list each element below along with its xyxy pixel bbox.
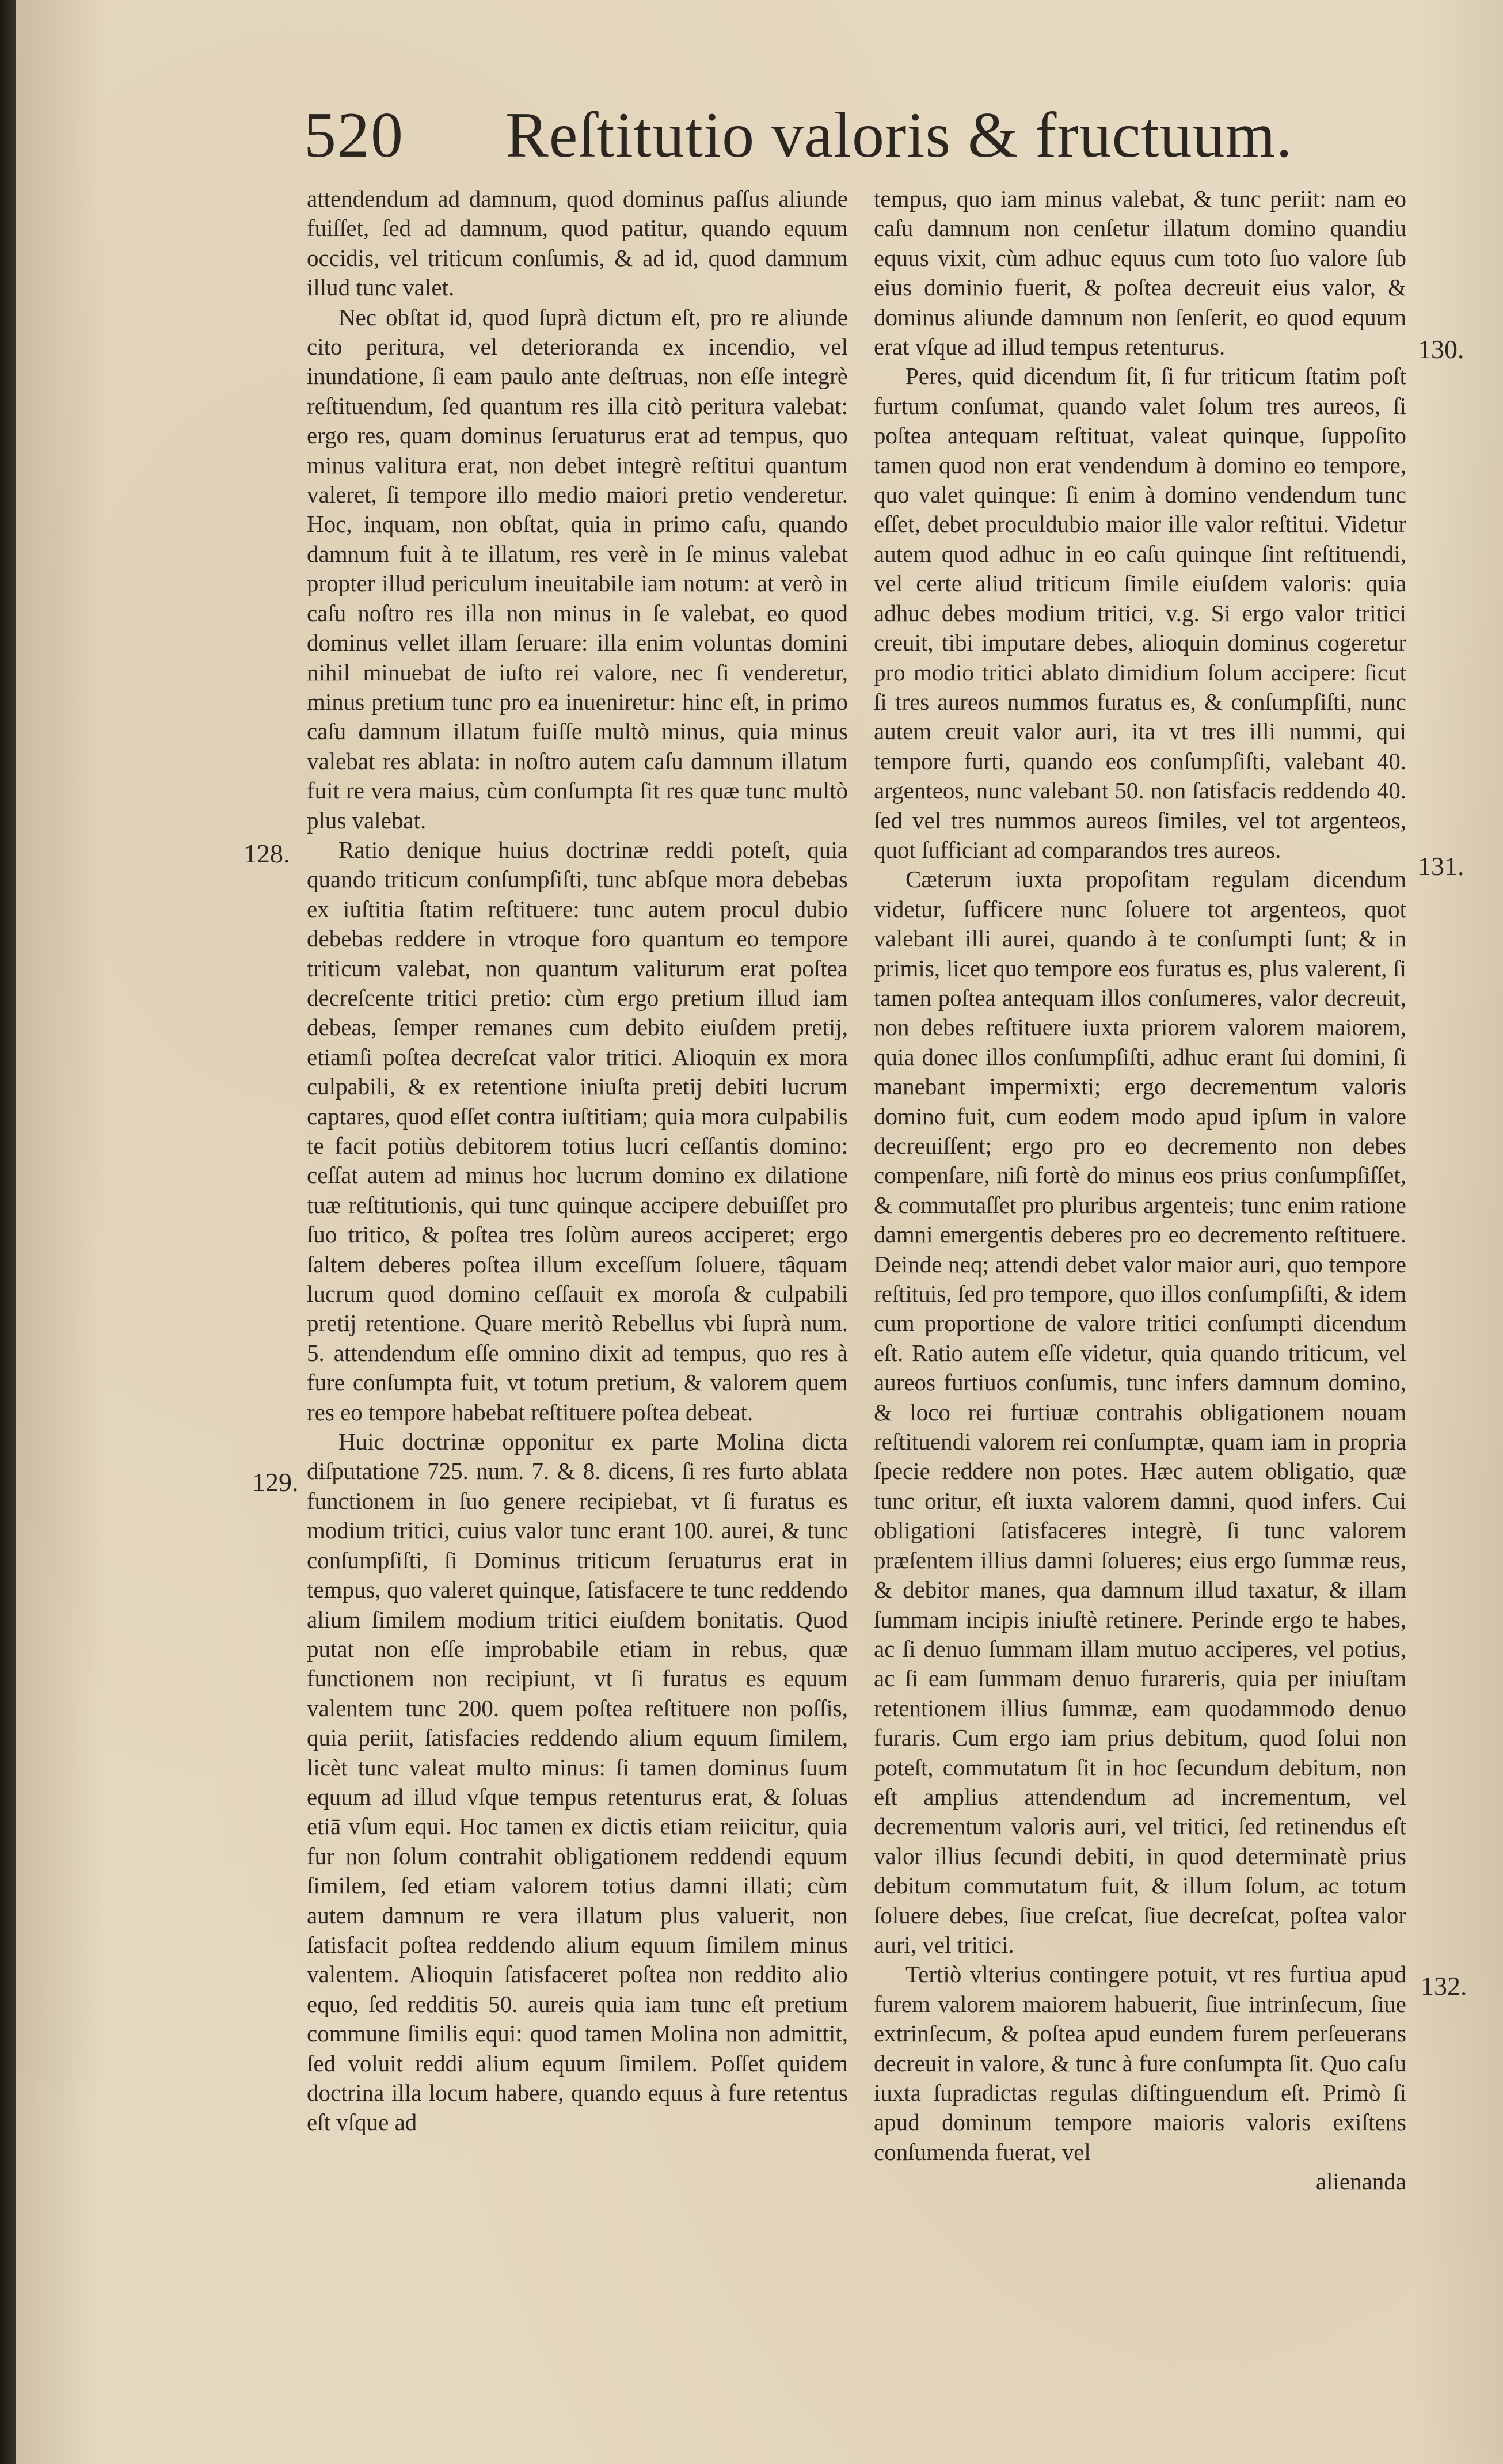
right-paragraph-4: Tertiò vlterius contingere potuit, vt res furtiua apud furem valorem maiorem habuerit, ſiue intrinſecum, ſiue extrinſecum, & poſtea apud eundem furem perſeuerans decreuit in valore, & tunc à fure conſumpta ſit. Quo caſu iuxta ſupradictas regulas diſtinguendum eſt. Primò ſi apud dominum tempore maioris valoris exiſtens conſumenda fuerat, vel [874, 1961, 1406, 2165]
running-title: Reſtitutio valoris & fructuum. [505, 100, 1293, 171]
margin-number-131: 131. [1418, 851, 1464, 881]
margin-number-130: 130. [1418, 334, 1464, 364]
margin-number-129: 129. [252, 1467, 299, 1497]
right-paragraph-3: Cæterum iuxta propoſitam regulam dicendum videtur, ſufficere nunc ſoluere tot argenteos, quot valebant illi aurei, quando à te conſumpti ſunt; & in primis, licet quo tempore eos furatus es, plus valerent, ſi tamen poſtea antequam illos conſumeres, valor decreuit, non debes reſtituere iuxta priorem valorem maiorem, quia donec illos conſumpſiſti, adhuc erant ſui domini, ſi manebant impermixti; ergo decrementum valoris domino fuit, cum eodem modo apud ipſum in valore decreuiſſent; ergo pro eo decremento non debes compenſare, niſi fortè do minus eos prius conſumpſiſſet, & commutaſſet pro pluribus argenteis; tunc enim ratione damni emergentis deberes pro eo decremento reſtituere. Deinde neq; attendi debet valor maior auri, quo tempore reſtituis, ſed pro tempore, quo illos conſumpſiſti, & idem cum proportione de valore tritici conſumpti dicendum eſt. Ratio autem eſſe videtur, quia quando triticum, vel aureos furtiuos conſumis, tunc infers damnum domino, & loco rei furtiuæ contrahis obligationem nouam reſtituendi valorem rei conſumptæ, quam iam in propria ſpecie reddere non potes. Hæc autem obligatio, quæ tunc oritur, eſt iuxta valorem damni, quod infers. Cui obligationi ſatisfaceres integrè, ſi tunc valorem præſentem illius damni ſolueres; eius ergo ſummæ reus, & debitor manes, qua damnum illud taxatur, & illam ſummam incipis iniuſtè retinere. Perinde ergo te habes, ac ſi denuo ſummam illam mutuo acciperes, vel potius, ac ſi eam ſummam denuo furareris, quia per iniuſtam retentionem illius ſummæ, eam quodammodo denuo furaris. Cum ergo iam prius debitum, quod ſolui non poteſt, commutatum ſit in hoc ſecundum debitum, non eſt amplius attendendum ad incrementum, vel decrementum valoris auri, vel tritici, ſed retinendus eſt valor illius ſecundi debiti, in quod determinatè prius debitum commutatum fuit, & illum ſolum, ac totum ſoluere debes, ſiue creſcat, ſiue decreſcat, poſtea valor auri, vel tritici. [874, 866, 1406, 1958]
left-paragraph-2: Nec obſtat id, quod ſuprà dictum eſt, pro re aliunde cito peritura, vel deterioranda ex incendio, vel inundatione, ſi eam paulo ante deſtruas, non eſſe integrè reſtituendum, ſed quantum res illa citò peritura valebat: ergo res, quam dominus ſeruaturus erat ad tempus, quo minus valitura erat, non debet integrè reſtitui quantum valeret, ſi tempore illo medio maiori pretio venderetur. Hoc, inquam, non obſtat, quia in primo caſu, quando damnum fuit à te illatum, res verè in ſe minus valebat propter illud periculum ineuitabile iam notum: at verò in caſu noſtro res illa non minus in ſe valebat, eo quod dominus vellet illam ſeruare: illa enim voluntas domini nihil minuebat de iuſto rei valore, nec ſi venderetur, minus pretium tunc pro ea inueniretur: hinc eſt, in primo caſu damnum illatum fuiſſe multò minus, quia minus valebat res ablata: in noſtro autem caſu damnum illatum fuit re vera maius, cùm conſumpta ſit res quæ tunc multò plus valebat. [307, 303, 848, 834]
right-text-column [874, 184, 1406, 2197]
left-text-column [307, 184, 848, 2138]
margin-number-128: 128. [243, 839, 290, 868]
left-paragraph-3: Ratio denique huius doctrinæ reddi poteſt, quia quando triticum conſumpſiſti, tunc abſque mora debebas ex iuſtitia ſtatim reſtituere: tunc autem procul dubio debebas reddere in vtroque foro quantum eo tempore triticum valebat, non quantum valiturum erat poſtea decreſcente tritici pretio: cùm ergo pretium illud iam debeas, ſemper remanes cum debito eiuſdem pretij, etiamſi poſtea decreſcat valor tritici. Alioquin ex mora culpabili, & ex retentione iniuſta pretij debiti lucrum captares, quod eſſet contra iuſtitiam; quia mora culpabilis te facit potiùs debitorem totius lucri ceſſantis domino: ceſſat autem ad minus hoc lucrum domino ex dilatione tuæ reſtitutionis, qui tunc quinque accipere debuiſſet pro ſuo tritico, & poſtea tres ſolùm aureos acciperet; ergo ſaltem deberes poſtea illum exceſſum ſoluere, tâquam lucrum quod domino ceſſauit ex moroſa & culpabili pretij retentione. Quare meritò Rebellus vbi ſuprà num. 5. attendendum eſſe omnino dixit ad tempus, quo res à fure conſumpta fuit, vt totum pretium, & valorem quem res eo tempore habebat reſtituere poſtea debeat. [307, 836, 848, 1425]
right-paragraph-1: tempus, quo iam minus valebat, & tunc periit: nam eo caſu damnum non cenſetur illatum domino quandiu equus vixit, cùm adhuc equus cum toto ſuo valore ſub eius dominio fuerit, & poſtea decreuit eius valor, & dominus aliunde damnum non ſenſerit, eo quod equum erat vſque ad illud tempus retenturus. [874, 185, 1406, 360]
page-number: 520 [304, 100, 404, 171]
scan-edge [0, 0, 16, 2464]
catchword: alienanda [1315, 2168, 1406, 2195]
book-page [16, 0, 1503, 2464]
left-paragraph-1: attendendum ad damnum, quod dominus paſſus aliunde fuiſſet, ſed ad damnum, quod patitur, quando equum occidis, vel triticum conſumis, & ad id, quod damnum illud tunc valet. [307, 185, 848, 301]
right-paragraph-2: Peres, quid dicendum ſit, ſi fur triticum ſtatim poſt furtum conſumat, quando valet ſolum tres aureos, ſi poſtea antequam reſtituat, valeat quinque, ſuppoſito tamen quod non erat vendendum à domino eo tempore, quo valet quinque: ſi enim à domino vendendum tunc eſſet, debet proculdubio maior ille valor reſtitui. Videtur autem quod adhuc in eo caſu quinque ſint reſtituendi, vel certe aliud triticum ſimile eiuſdem valoris: quia adhuc debes modium tritici, v.g. Si ergo valor tritici creuit, tibi imputare debes, alioquin dominus cogeretur pro modio tritici ablato dimidium ſolum accipere: ſicut ſi tres aureos nummos furatus es, & conſumpſiſti, nunc autem creuit valor auri, ita vt tres illi nummi, qui tempore furti, quando eos conſumpſiſti, valebant 40. argenteos, nunc valebant 50. non ſatisfacis reddendo 40. ſed vel tres nummos aureos ſimiles, vel tot argenteos, quot ſufficiant ad comparandos tres aureos. [874, 363, 1406, 863]
margin-number-132: 132. [1421, 1971, 1467, 2001]
left-paragraph-4: Huic doctrinæ opponitur ex parte Molina dicta diſputatione 725. num. 7. & 8. dicens, ſi res furto ablata functionem in ſuo genere recipiebat, vt ſi furatus es modium tritici, cuius valor tunc erant 100. aurei, & tunc conſumpſiſti, ſi Dominus triticum ſeruaturus erat in tempus, quo valeret quinque, ſatisfacere te tunc reddendo alium ſimilem modium tritici eiuſdem bonitatis. Quod putat non eſſe improbabile etiam in rebus, quæ functionem non recipiunt, vt ſi furatus es equum valentem tunc 200. quem poſtea reſtituere non poſſis, quia periit, ſatisfacies reddendo alium equum ſimilem, licèt tunc valeat multo minus: ſi tamen dominus ſuum equum ad illud vſque tempus retenturus erat, & ſoluas etiā vſum equi. Hoc tamen ex dictis etiam reiicitur, quia fur non ſolum contrahit obligationem reddendi equum ſimilem, ſed etiam valorem totius damni illati; cùm autem damnum re vera illatum plus valuerit, non ſatisfacit poſtea reddendo alium equum ſimilem minus valentem. Alioquin ſatisfaceret poſtea non reddito alio equo, ſed redditis 50. aureis quia iam tunc eſt pretium commune ſimilis equi: quod tamen Molina non admittit, ſed voluit reddi alium equum ſimilem. Poſſet quidem doctrina illa locum habere, quando equus à fure retentus eſt vſque ad [307, 1428, 848, 2136]
page-header [304, 92, 1398, 190]
